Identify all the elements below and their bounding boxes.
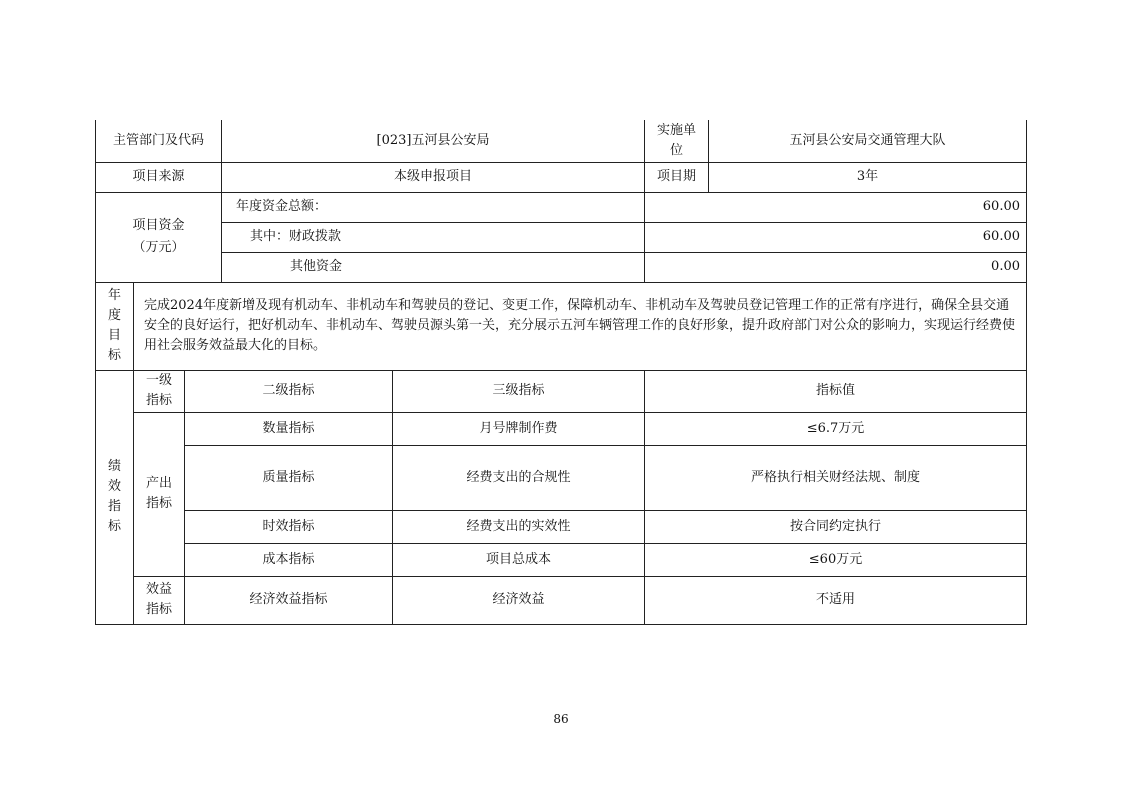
- row-quality: [96, 445, 1027, 510]
- impl-value: 五河县公安局交通管理大队: [709, 120, 1027, 162]
- row-funds-fiscal: [96, 222, 1027, 252]
- value-cell: 严格执行相关财经法规、制度: [645, 445, 1027, 510]
- level3-cell: 经济效益: [393, 576, 645, 624]
- goal-label-char: 目: [107, 328, 121, 343]
- row-funds-other: [96, 252, 1027, 282]
- funds-total-value: 60.00: [645, 192, 1027, 222]
- level1-header: [134, 370, 185, 412]
- row-timeliness: [96, 510, 1027, 543]
- value-cell: 不适用: [645, 576, 1027, 624]
- level2-cell: 时效指标: [185, 510, 393, 543]
- level3-cell: 经费支出的实效性: [393, 510, 645, 543]
- perf-label-char: 标: [107, 519, 121, 534]
- page-number: 86: [553, 712, 569, 726]
- perf-label-char: 绩: [107, 459, 121, 474]
- level2-cell: 数量指标: [185, 412, 393, 445]
- level1-header-line1: 一级: [145, 373, 172, 388]
- row-source: [96, 162, 1027, 192]
- value-cell: ≤60万元: [645, 543, 1027, 576]
- funds-fiscal-value: 60.00: [645, 222, 1027, 252]
- output-group-line1: 产出: [145, 476, 172, 491]
- period-label: 项目期: [645, 162, 709, 192]
- level2-cell: 经济效益指标: [185, 576, 393, 624]
- row-department: [96, 120, 1027, 162]
- dept-label: 主管部门及代码: [96, 120, 222, 162]
- funds-other-value: 0.00: [645, 252, 1027, 282]
- benefit-group-line2: 指标: [145, 602, 172, 617]
- level3-cell: 月号牌制作费: [393, 412, 645, 445]
- benefit-group-label: [134, 576, 185, 624]
- level2-cell: 成本指标: [185, 543, 393, 576]
- source-value: 本级申报项目: [222, 162, 645, 192]
- goal-label-char: 年: [107, 288, 121, 303]
- level2-cell: 质量指标: [185, 445, 393, 510]
- row-funds-total: [96, 192, 1027, 222]
- benefit-group-line1: 效益: [145, 582, 172, 597]
- impl-label: 实施单位: [645, 120, 709, 162]
- project-performance-table: [95, 120, 1027, 625]
- funds-label: [96, 192, 222, 282]
- row-perf-header: [96, 370, 1027, 412]
- funds-fiscal-label: 其中：财政拨款: [222, 222, 645, 252]
- source-label: 项目来源: [96, 162, 222, 192]
- level2-header: 二级指标: [185, 370, 393, 412]
- level3-header: 三级指标: [393, 370, 645, 412]
- row-cost: [96, 543, 1027, 576]
- funds-label-line1: 项目资金: [132, 218, 185, 233]
- row-economic-benefit: [96, 576, 1027, 624]
- goal-label-char: 度: [107, 308, 121, 323]
- perf-label-char: 指: [107, 499, 121, 514]
- row-annual-goal: [96, 282, 1027, 370]
- period-value: 3年: [709, 162, 1027, 192]
- goal-label: [96, 282, 134, 370]
- funds-other-label: 其他资金: [222, 252, 645, 282]
- value-header: 指标值: [645, 370, 1027, 412]
- value-cell: ≤6.7万元: [645, 412, 1027, 445]
- dept-value: [023]五河县公安局: [222, 120, 645, 162]
- goal-text: 完成2024年度新增及现有机动车、非机动车和驾驶员的登记、变更工作，保障机动车、非机动车及驾驶员登记管理工作的正常有序进行，确保全县交通安全的良好运行，把好机动车、非机动车、驾驶员源头第一关，充分展示五河车辆管理工作的良好形象，提升政府部门对公众的影响力，实现运行经费使用社会服务效益最大化的目标。: [134, 282, 1027, 370]
- perf-label-char: 效: [107, 479, 121, 494]
- level3-cell: 经费支出的合规性: [393, 445, 645, 510]
- funds-label-line2: （万元）: [132, 240, 185, 255]
- row-quantity: [96, 412, 1027, 445]
- level3-cell: 项目总成本: [393, 543, 645, 576]
- output-group-line2: 指标: [145, 496, 172, 511]
- goal-label-char: 标: [107, 348, 121, 363]
- funds-total-label: 年度资金总额：: [222, 192, 645, 222]
- output-group-label: [134, 412, 185, 576]
- value-cell: 按合同约定执行: [645, 510, 1027, 543]
- level1-header-line2: 指标: [145, 393, 172, 408]
- perf-label: [96, 370, 134, 624]
